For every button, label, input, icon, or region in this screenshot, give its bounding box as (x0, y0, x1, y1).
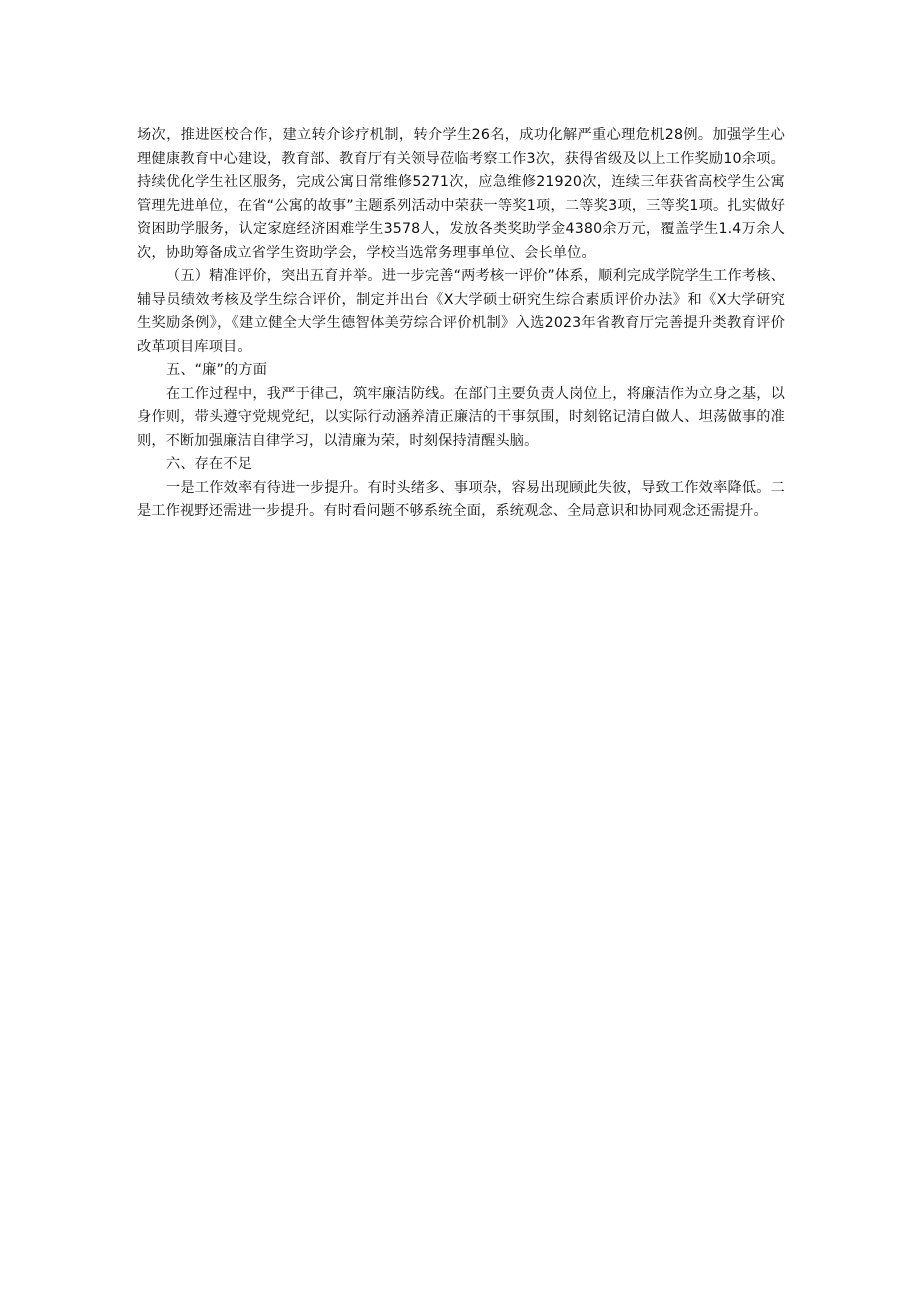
paragraph-shortcomings: 一是工作效率有待进一步提升。有时头绪多、事项杂，容易出现顾此失彼，导致工作效率降低。二是工作视野还需进一步提升。有时看问题不够系统全面，系统观念、全局意识和协同观念还需提升。 (137, 479, 785, 519)
document-body (137, 124, 785, 524)
paragraph-student-services: 场次，推进医校合作，建立转介诊疗机制，转介学生26名，成功化解严重心理危机28例。加强学生心理健康教育中心建设，教育部、教育厅有关领导莅临考察工作3次，获得省级及以上工作奖励10余项。持续优化学生社区服务，完成公寓日常维修5271次，应急维修21920次，连续三年获省高校学生公寓管理先进单位，在省“公寓的故事”主题系列活动中荣获一等奖1项，二等奖3项，三等奖1项。扎实做好资困助学服务，认定家庭经济困难学生3578人，发放各类奖助学金4380余万元，覆盖学生1.4万余人次，协助筹备成立省学生资助学会，学校当选常务理事单位、会长单位。 (137, 127, 785, 261)
section-heading-shortcomings: 六、存在不足 (166, 456, 253, 472)
section-heading-integrity: 五、“廉”的方面 (166, 362, 268, 378)
paragraph-integrity: 在工作过程中，我严于律己，筑牢廉洁防线。在部门主要负责人岗位上，将廉洁作为立身之基，以身作则，带头遵守党规党纪，以实际行动涵养清正廉洁的干事氛围，时刻铭记清白做人、坦荡做事的准则，不断加强廉洁自律学习，以清廉为荣，时刻保持清醒头脑。 (137, 385, 785, 449)
paragraph-evaluation: （五）精准评价，突出五育并举。进一步完善“两考核一评价”体系，顺利完成学院学生工作考核、辅导员绩效考核及学生综合评价，制定并出台《X大学硕士研究生综合素质评价办法》和《X大学研究生奖励条例》，《建立健全大学生德智体美劳综合评价机制》入选2023年省教育厅完善提升类教育评价改革项目库项目。 (137, 268, 785, 355)
